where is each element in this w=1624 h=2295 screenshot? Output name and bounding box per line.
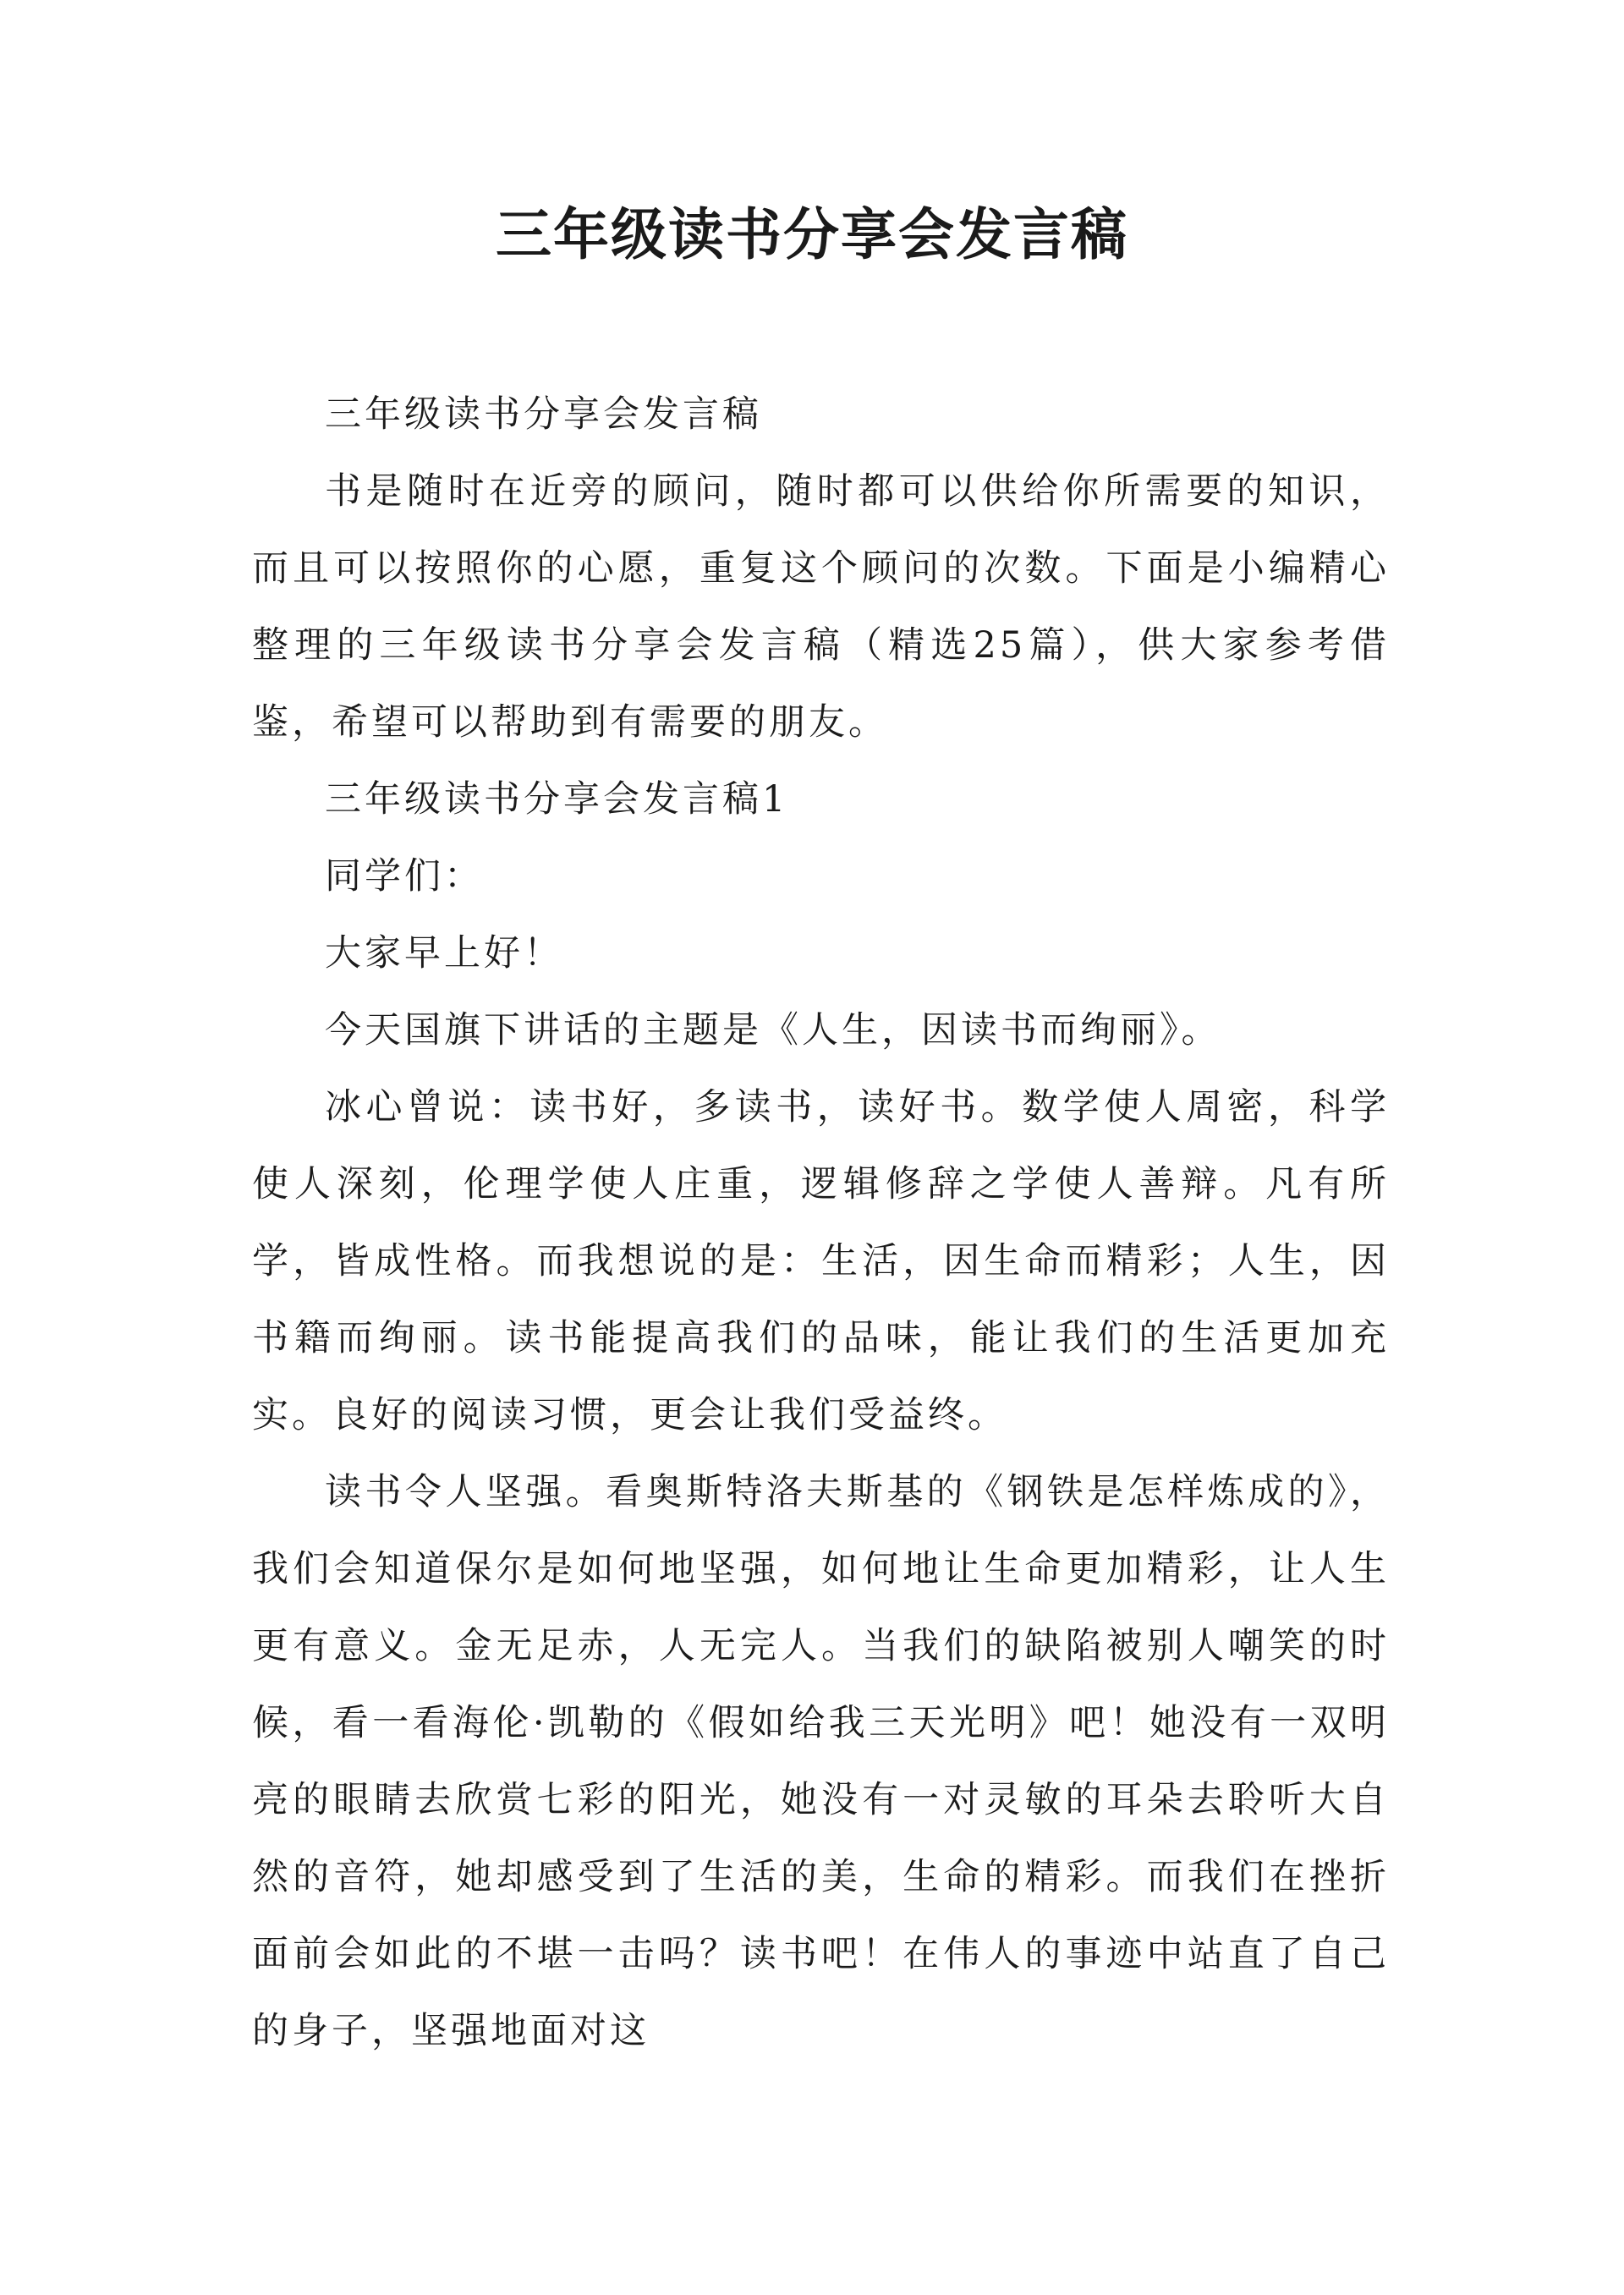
paragraph-body: 读书令人坚强。看奥斯特洛夫斯基的《钢铁是怎样炼成的》，我们会知道保尔是如何地坚强，如何地让生命更加精彩，让人生更有意义。金无足赤，人无完人。当我们的缺陷被别人嘲笑的时候，看一看海伦·凯勒的《假如给我三天光明》吧！她没有一双明亮的眼睛去欣赏七彩的阳光，她没有一对灵敏的耳朵去聆听大自然的音符，她却感受到了生活的美，生命的精彩。而我们在挫折面前会如此的不堪一击吗？读书吧！在伟人的事迹中站直了自己的身子，坚强地面对这: [252, 1471, 1390, 2052]
paragraph-section-heading: 三年级读书分享会发言稿1: [325, 778, 789, 821]
paragraph-heading: 三年级读书分享会发言稿: [325, 393, 762, 436]
paragraph-intro: 书是随时在近旁的顾问，随时都可以供给你所需要的知识，而且可以按照你的心愿，重复这个顾问的次数。下面是小编精心整理的三年级读书分享会发言稿（精选25篇），供大家参考借鉴，希望可以帮助到有需要的朋友。: [252, 470, 1390, 744]
paragraph-salutation: 同学们：: [325, 855, 484, 898]
paragraph-greeting: 大家早上好！: [325, 932, 563, 975]
document-body: [252, 376, 1390, 2070]
paragraph-body: 冰心曾说：读书好，多读书，读好书。数学使人周密，科学使人深刻，伦理学使人庄重，逻辑修辞之学使人善辩。凡有所学，皆成性格。而我想说的是：生活，因生命而精彩；人生，因书籍而绚丽。读书能提高我们的品味，能让我们的生活更加充实。良好的阅读习惯，更会让我们受益终。: [252, 1086, 1390, 1436]
paragraph-topic: 今天国旗下讲话的主题是《人生，因读书而绚丽》。: [325, 1009, 1221, 1051]
document-title: 三年级读书分享会发言稿: [496, 202, 1128, 267]
